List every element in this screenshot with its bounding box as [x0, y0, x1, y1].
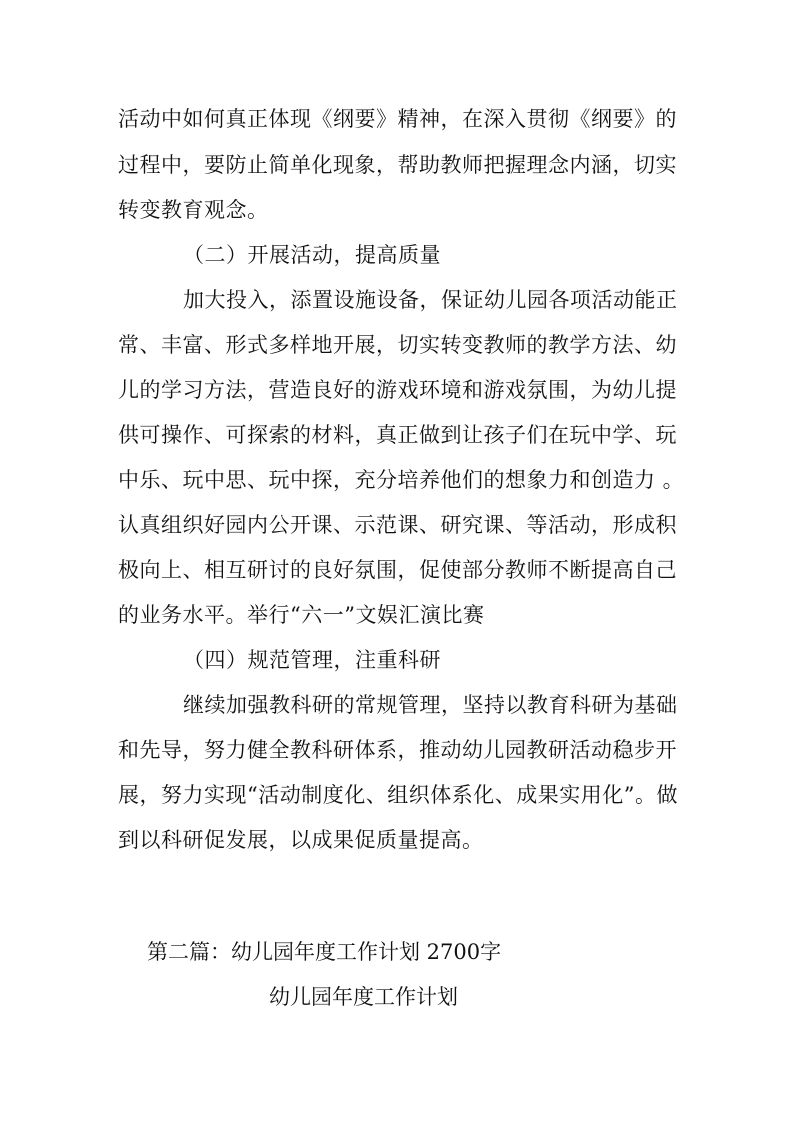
- section4-line-3: 展，努力实现“活动制度化、组织体系化、成果实用化”。做: [118, 783, 678, 807]
- section4-line-2: 和先导，努力健全教科研体系，推动幼儿园教研活动稳步开: [118, 738, 677, 762]
- section-heading-2: （二）开展活动，提高质量: [183, 243, 441, 267]
- section2-line-6: 认真组织好园内公开课、示范课、研究课、等活动，形成积: [118, 513, 677, 537]
- body-line-3: 转变教育观念。: [118, 198, 269, 222]
- section2-line-3: 儿的学习方法，营造良好的游戏环境和游戏氛围，为幼儿提: [118, 378, 677, 402]
- body-line-1: 活动中如何真正体现《纲要》精神，在深入贯彻《纲要》的: [118, 107, 677, 131]
- section2-line-1: 加大投入，添置设施设备，保证幼儿园各项活动能正: [183, 288, 678, 312]
- section2-line-5: 中乐、玩中思、玩中探，充分培养他们的想象力和创造力 。: [118, 468, 685, 492]
- section2-line-7: 极向上、相互研讨的良好氛围，促使部分教师不断提高自己: [118, 558, 677, 582]
- section2-line-4: 供可操作、可探索的材料，真正做到让孩子们在玩中学、玩: [118, 423, 677, 447]
- section2-line-2: 常、丰富、形式多样地开展，切实转变教师的教学方法、幼: [118, 333, 677, 357]
- section-heading-4: （四）规范管理，注重科研: [183, 648, 441, 672]
- section4-line-4: 到以科研促发展，以成果促质量提高。: [118, 828, 484, 852]
- section2-line-8: 的业务水平。举行“六一”文娱汇演比赛: [118, 603, 485, 627]
- article-title: 第二篇：幼儿园年度工作计划 2700字: [147, 940, 502, 964]
- section4-line-1: 继续加强教科研的常规管理，坚持以教育科研为基础: [183, 693, 678, 717]
- article-subtitle: 幼儿园年度工作计划: [269, 985, 458, 1009]
- body-line-2: 过程中，要防止简单化现象，帮助教师把握理念内涵，切实: [118, 153, 677, 177]
